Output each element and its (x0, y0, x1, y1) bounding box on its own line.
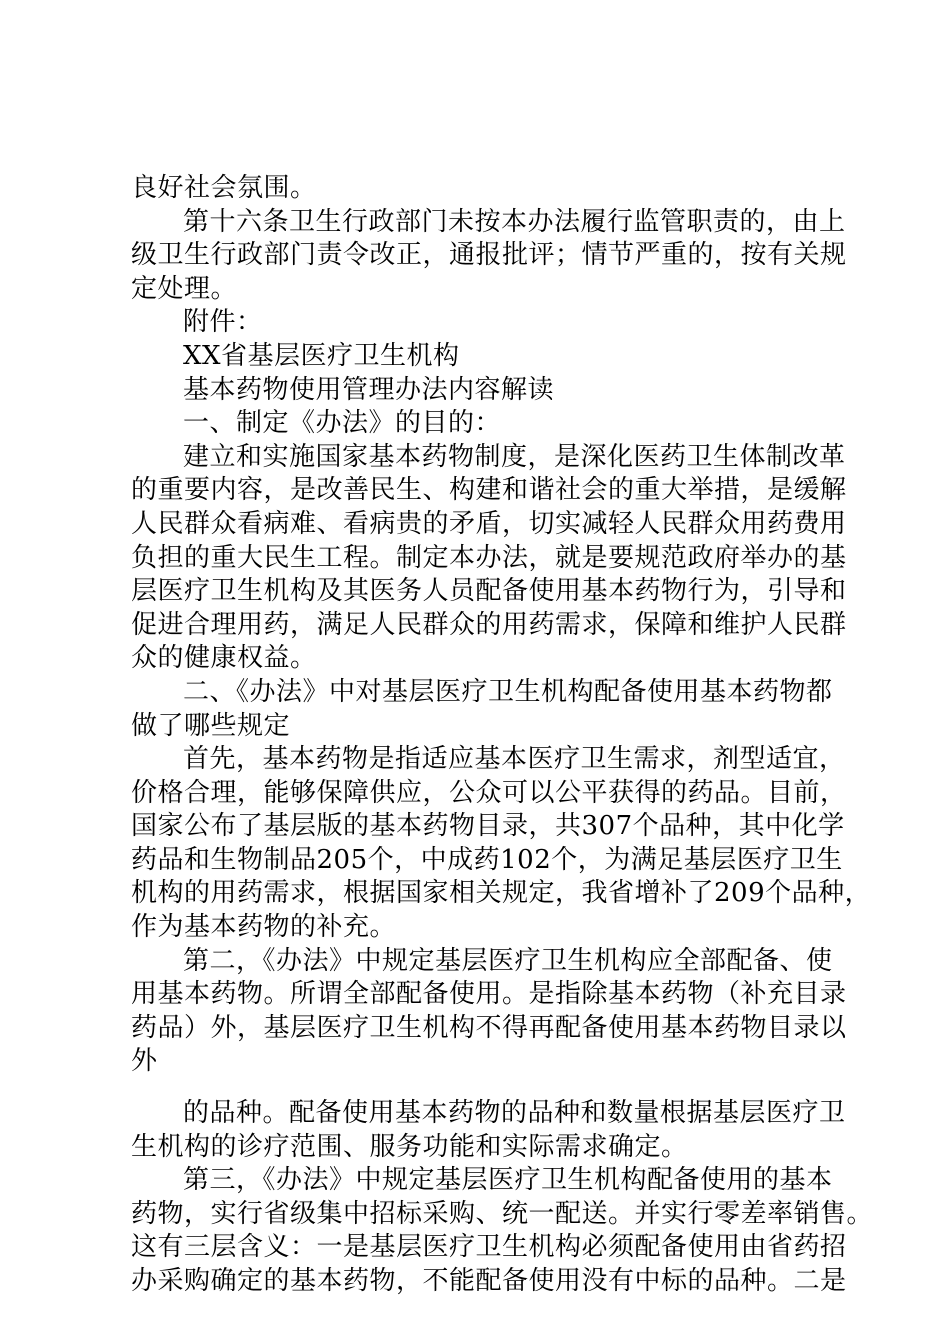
text-line: 第二，《办法》中规定基层医疗卫生机构应全部配备、使 (183, 945, 833, 976)
text-line: 基本药物使用管理办法内容解读 (183, 374, 555, 405)
text-line: 二、《办法》中对基层医疗卫生机构配备使用基本药物都 (183, 676, 833, 707)
text-line: 药物，实行省级集中招标采购、统一配送。并实行零差率销售。 (131, 1198, 874, 1229)
text-line: 良好社会氛围。 (131, 173, 317, 203)
text-line: XX省基层医疗卫生机构 (183, 340, 460, 371)
text-line: 的重要内容，是改善民生、构建和谐社会的重大举措，是缓解 (131, 475, 847, 506)
text-line: 国家公布了基层版的基本药物目录，共307个品种，其中化学 (131, 811, 845, 842)
text-line: 这有三层含义：一是基层医疗卫生机构必须配备使用由省药招 (131, 1232, 847, 1263)
text-line: 药品）外，基层医疗卫生机构不得再配备使用基本药物目录以 (131, 1012, 847, 1043)
text-line: 机构的用药需求，根据国家相关规定，我省增补了209个品种， (131, 878, 872, 909)
text-line: 第十六条卫生行政部门未按本办法履行监管职责的，由上 (183, 206, 846, 237)
text-line: 人民群众看病难、看病贵的矛盾，切实减轻人民群众用药费用 (131, 508, 847, 539)
text-line: 负担的重大民生工程。制定本办法，就是要规范政府举办的基 (131, 542, 847, 573)
text-line: 做了哪些规定 (131, 710, 291, 741)
text-line: 办采购确定的基本药物，不能配备使用没有中标的品种。二是 (131, 1266, 847, 1296)
text-line: 层医疗卫生机构及其医务人员配备使用基本药物行为，引导和 (131, 576, 847, 607)
text-line: 一、制定《办法》的目的： (183, 408, 502, 439)
text-line: 首先，基本药物是指适应基本医疗卫生需求，剂型适宜， (183, 744, 846, 775)
text-line: 级卫生行政部门责令改正，通报批评；情节严重的，按有关规 (131, 240, 847, 271)
text-line: 作为基本药物的补充。 (131, 912, 397, 943)
text-line: 药品和生物制品205个，中成药102个，为满足基层医疗卫生 (131, 844, 843, 875)
page-gap (131, 1079, 831, 1097)
text-line: 外 (131, 1046, 158, 1077)
text-line: 用基本药物。所谓全部配备使用。是指除基本药物（补充目录 (131, 979, 847, 1010)
text-line: 定处理。 (131, 273, 238, 304)
text-line: 促进合理用药，满足人民群众的用药需求，保障和维护人民群 (131, 609, 847, 640)
text-line: 第三，《办法》中规定基层医疗卫生机构配备使用的基本 (183, 1165, 833, 1196)
document-body (131, 172, 874, 1299)
text-line: 建立和实施国家基本药物制度，是深化医药卫生体制改革 (183, 441, 846, 472)
text-line: 附件： (183, 307, 263, 338)
text-line: 价格合理，能够保障供应，公众可以公平获得的药品。目前， (131, 777, 847, 808)
text-line: 的品种。配备使用基本药物的品种和数量根据基层医疗卫 (183, 1098, 846, 1129)
text-line: 众的健康权益。 (131, 643, 317, 674)
text-line: 生机构的诊疗范围、服务功能和实际需求确定。 (131, 1131, 688, 1162)
